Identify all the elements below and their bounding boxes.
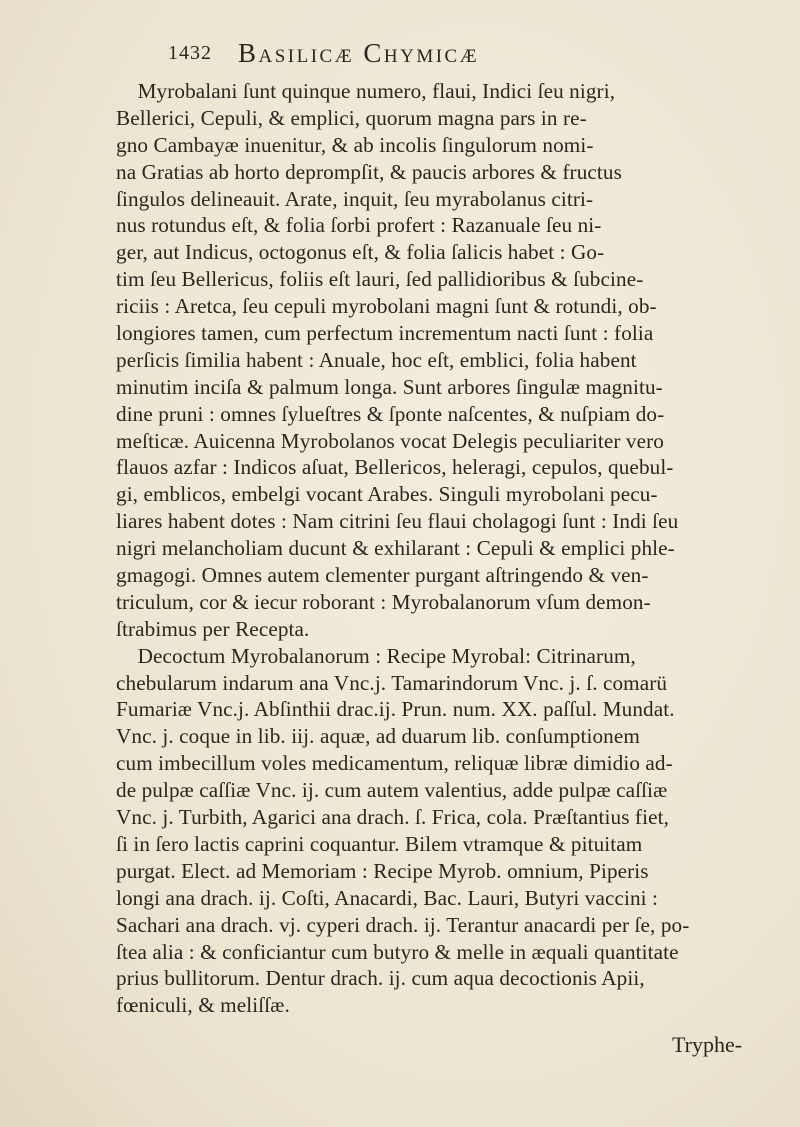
- body-text: [116, 78, 756, 1019]
- text-line: perſicis ſimilia habent : Anuale, hoc eſt, emblici, folia habent: [116, 347, 637, 372]
- text-line: Fumariæ Vnc.j. Abſinthii drac.ij. Prun. num. XX. paſſul. Mundat.: [116, 697, 675, 722]
- text-line: ſingulos delineauit. Arate, inquit, ſeu myrabolanus citri-: [116, 186, 594, 211]
- page-number: 1432: [168, 42, 212, 64]
- text-line: Myrobalani ſunt quinque numero, flaui, Indici ſeu nigri,: [116, 79, 616, 103]
- text-line: minutim inciſa & palmum longa. Sunt arbores ſingulæ magnitu-: [116, 374, 663, 399]
- text-line: Sachari ana drach. vj. cyperi drach. ij. Terantur anacardi per ſe, po-: [116, 912, 690, 937]
- text-line: chebularum indarum ana Vnc.j. Tamarindorum Vnc. j. ſ. comarü: [116, 670, 668, 695]
- text-line: gi, emblicos, embelgi vocant Arabes. Singuli myrobolani pecu-: [116, 482, 658, 507]
- text-line: riciis : Aretca, ſeu cepuli myrobolani magni ſunt & rotundi, ob-: [116, 294, 657, 319]
- text-line: tim ſeu Bellericus, foliis eſt lauri, ſed pallidioribus & ſubcine-: [116, 267, 644, 292]
- text-line: Vnc. j. coque in lib. iij. aquæ, ad duarum lib. conſumptionem: [116, 724, 640, 749]
- text-line: dine pruni : omnes ſylueſtres & ſponte naſcentes, & nuſpiam do-: [116, 401, 665, 426]
- text-line: gno Cambayæ inuenitur, & ab incolis ſingulorum nomi-: [116, 132, 594, 157]
- text-line: longiores tamen, cum perfectum incrementum nacti ſunt : folia: [116, 321, 654, 346]
- text-line: Bellerici, Cepuli, & emplici, quorum magna pars in re-: [116, 105, 587, 130]
- text-line: cum imbecillum voles medicamentum, reliquæ libræ dimidio ad-: [116, 751, 673, 776]
- text-line: meſticæ. Auicenna Myrobolanos vocat Delegis peculiariter vero: [116, 428, 664, 453]
- text-line: ſtrabimus per Recepta.: [116, 616, 310, 641]
- text-line: nus rotundus eſt, & folia ſorbi profert : Razanuale ſeu ni-: [116, 213, 602, 238]
- text-line: Decoctum Myrobalanorum : Recipe Myrobal: Citrinarum,: [116, 643, 636, 668]
- text-line: prius bullitorum. Dentur drach. ij. cum aqua decoctionis Apii,: [116, 966, 645, 991]
- text-line: triculum, cor & iecur roborant : Myrobalanorum vſum demon-: [116, 589, 651, 614]
- text-line: gmagogi. Omnes autem clementer purgant aſtringendo & ven-: [116, 563, 649, 588]
- text-line: longi ana drach. ij. Coſti, Anacardi, Bac. Lauri, Butyri vaccini :: [116, 885, 659, 910]
- running-title: Basilicæ Chymicæ: [238, 38, 480, 68]
- text-line: fœniculi, & meliſſæ.: [116, 993, 290, 1018]
- text-line: na Gratias ab horto deprompſit, & paucis arbores & fructus: [116, 159, 622, 184]
- text-line: liares habent dotes : Nam citrini ſeu flaui cholagogi ſunt : Indi ſeu: [116, 509, 679, 534]
- text-line: ſi in ſero lactis caprini coquantur. Bilem vtramque & pituitam: [116, 831, 643, 856]
- text-line: flauos azfar : Indicos aſuat, Bellericos, heleragi, cepulos, quebul-: [116, 455, 674, 480]
- page-header: [168, 38, 728, 76]
- text-line: purgat. Elect. ad Memoriam : Recipe Myrob. omnium, Piperis: [116, 858, 649, 883]
- text-line: ger, aut Indicus, octogonus eſt, & folia ſalicis habet : Go-: [116, 240, 605, 265]
- text-line: nigri melancholiam ducunt & exhilarant : Cepuli & emplici phle-: [116, 536, 675, 561]
- text-line: Vnc. j. Turbith, Agarici ana drach. ſ. Frica, cola. Præſtantius fiet,: [116, 805, 669, 830]
- text-line: ſtea alia : & conficiantur cum butyro & melle in æquali quantitate: [116, 939, 679, 964]
- catchword: Tryphe-: [672, 1032, 743, 1057]
- text-line: de pulpæ caſſiæ Vnc. ij. cum autem valentius, adde pulpæ caſſiæ: [116, 778, 668, 803]
